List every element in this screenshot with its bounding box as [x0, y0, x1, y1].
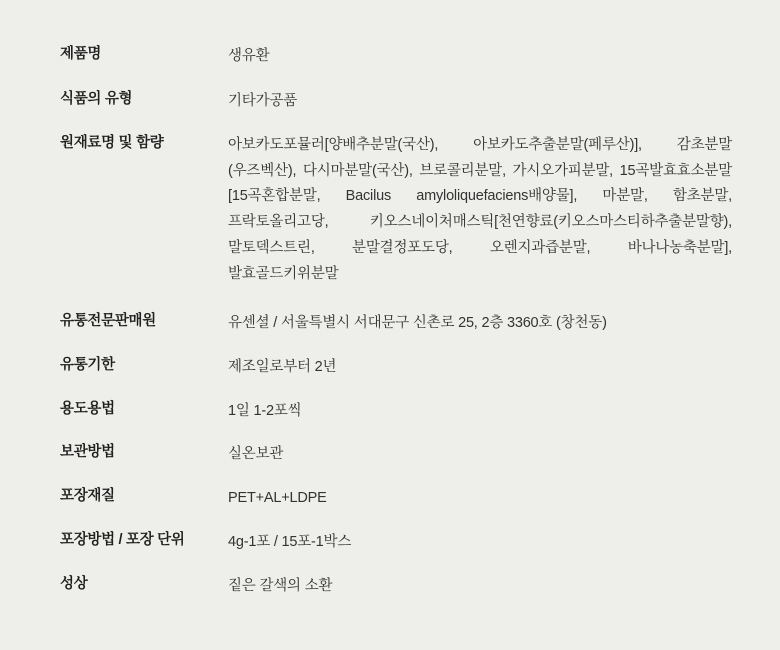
table-row: [60, 486, 732, 530]
table-row: [60, 355, 732, 399]
table-row: [60, 44, 732, 89]
table-row: [60, 574, 732, 599]
row-value-ingredients: 아보카도포뮬러[양배추분말(국산), 아보카도추출분말(페루산)], 감초분말(우즈벡산), 다시마분말(국산), 브로콜리분말, 가시오가피분말, 15곡발효효소분말[15곡혼합분말, Bacilus amyloliquefaciens배양물], 마분말, 함초분말, 프락토올리고당, 키오스네이처매스틱[천연향료(키오스마스티하추출분말향), 말토덱스트린, 분말결정포도당, 오렌지과즙분말, 바나나농축분말], 발효골드키위분말: [228, 136, 732, 282]
table-row: [60, 89, 732, 133]
row-label-distributor: 유통전문판매원: [60, 312, 156, 329]
row-label-storage: 보관방법: [60, 444, 115, 461]
table-row: [60, 311, 732, 355]
row-value-expiry: 제조일로부터 2년: [228, 358, 337, 375]
row-label-packaging-material: 포장재질: [60, 488, 115, 505]
row-label-product-name: 제품명: [60, 46, 102, 62]
table-row: [60, 530, 732, 574]
row-label-food-type: 식품의 유형: [60, 90, 133, 107]
product-spec-table-body: [60, 44, 732, 599]
row-value-food-type: 기타가공품: [228, 92, 298, 109]
row-label-usage: 용도용법: [60, 400, 115, 417]
row-label-appearance: 성상: [60, 576, 88, 593]
table-row: [60, 442, 732, 486]
row-value-product-name: 생유환: [228, 48, 270, 64]
row-value-packaging-material: PET+AL+LDPE: [228, 490, 327, 507]
row-label-expiry: 유통기한: [60, 356, 115, 373]
product-spec-table: [60, 44, 732, 599]
row-label-ingredients: 원재료명 및 함량: [60, 134, 164, 151]
table-row: [60, 399, 732, 443]
row-value-packaging-method: 4g-1포 / 15포-1박스: [228, 534, 352, 551]
row-value-distributor: 유센셜 / 서울특별시 서대문구 신촌로 25, 2층 3360호 (창천동): [228, 314, 607, 331]
row-value-storage: 실온보관: [228, 446, 284, 463]
row-label-packaging-method: 포장방법 / 포장 단위: [60, 532, 185, 549]
table-row: [60, 133, 732, 311]
row-value-appearance: 짙은 갈색의 소환: [228, 578, 333, 595]
row-value-usage: 1일 1-2포씩: [228, 402, 302, 419]
